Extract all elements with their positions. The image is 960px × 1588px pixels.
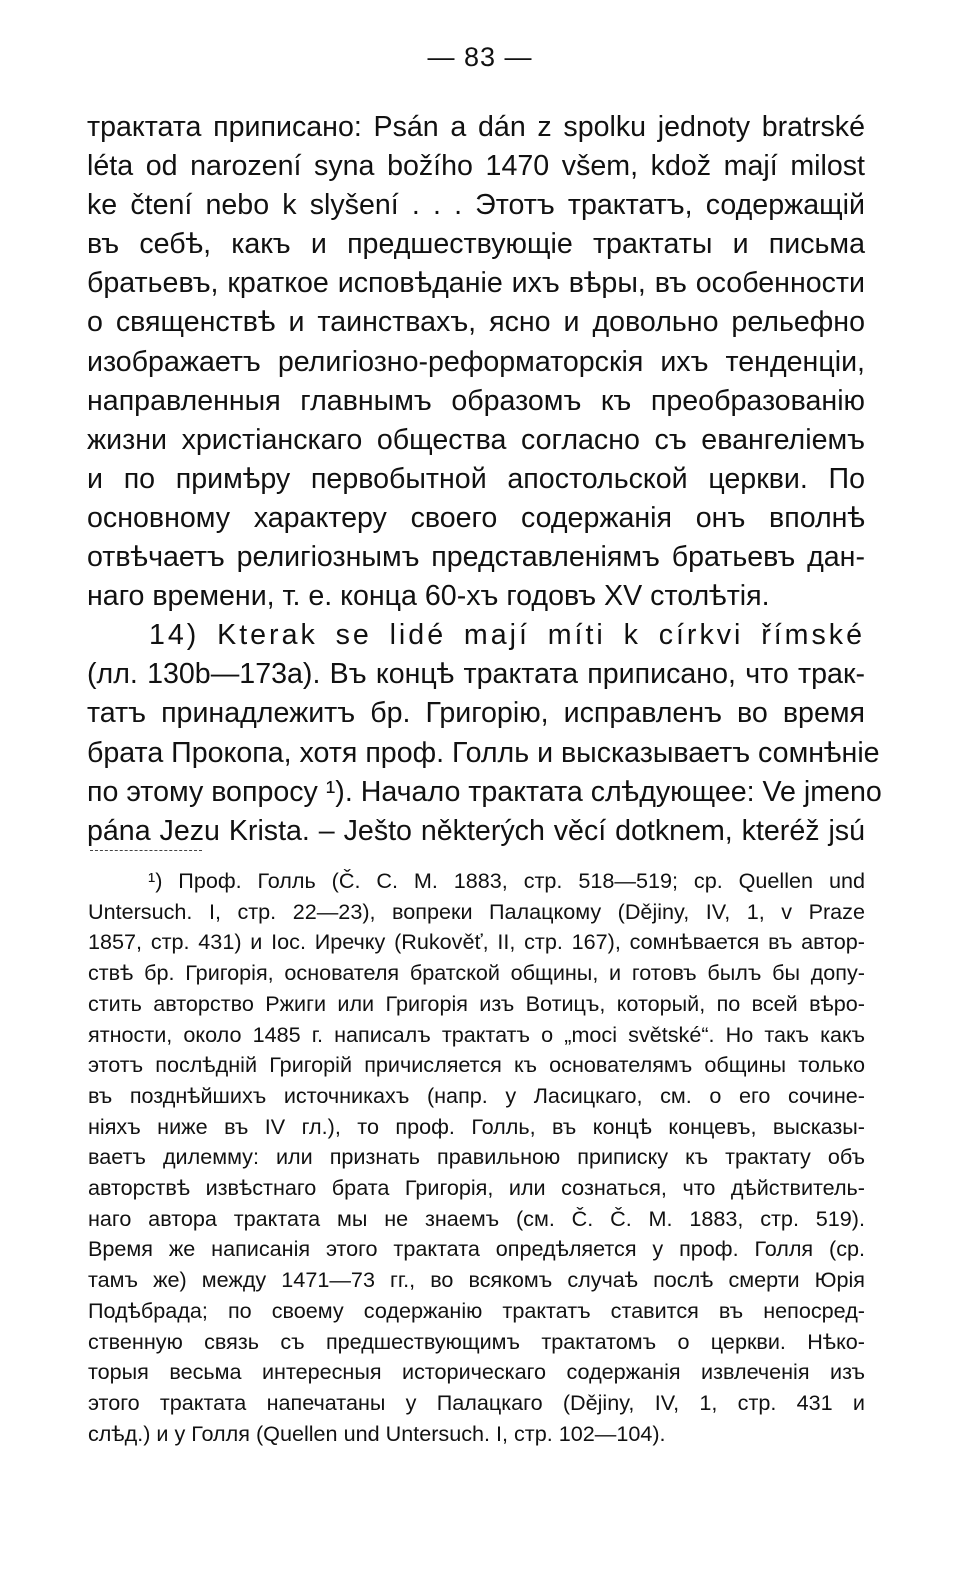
text-line: основному характеру своего содержанія онъ вполнѣ bbox=[87, 501, 865, 534]
text-line: жизни христіанскаго общества согласно съ евангеліемъ bbox=[87, 423, 865, 456]
footnote-line: этого трактата напечатаны у Палацкаго (Dějiny, IV, 1, стр. 431 и bbox=[88, 1389, 865, 1415]
footnote-line: въ позднѣйшихъ источникахъ (напр. у Ласицкаго, см. о его сочине- bbox=[88, 1082, 865, 1108]
text-line: трактата приписано: Psán a dán z spolku jednoty bratrské bbox=[87, 111, 865, 143]
footnote-line: ствѣ бр. Григорія, основателя братской общины, и готовъ былъ бы допу- bbox=[88, 960, 865, 986]
footnote-line: торыя весьма интересныя историческаго содержанія извлеченія изъ bbox=[88, 1359, 865, 1385]
footnote-line: Untersuch. I, стр. 22—23), вопреки Палацкому (Dějiny, IV, 1, v Praze bbox=[88, 898, 865, 924]
text-line: (лл. 130b—173a). Въ концѣ трактата приписано, что трак- bbox=[87, 658, 865, 691]
footnote-line: ніяхъ ниже въ IV гл.), то проф. Голль, въ концѣ концевъ, высказы- bbox=[88, 1113, 865, 1139]
footnote-line: тамъ же) между 1471—73 гг., во всякомъ случаѣ послѣ смерти Юрія bbox=[88, 1267, 865, 1293]
footnote-line: наго автора трактата мы не знаемъ (см. Č. Č. M. 1883, стр. 519). bbox=[88, 1205, 865, 1231]
page-number: — 83 — bbox=[427, 42, 533, 72]
footnote-line: Подѣбрада; по своему содержанію трактатъ ставится въ непосред- bbox=[88, 1297, 865, 1323]
footnote-line: авторствѣ извѣстнаго брата Григорія, или сознаться, что дѣйствитель- bbox=[88, 1175, 865, 1201]
text-line: по этому вопросу ¹). Начало трактата слѣдующее: Ve jmeno bbox=[87, 775, 882, 808]
text-line: татъ принадлежитъ бр. Григорію, исправленъ во время bbox=[87, 697, 865, 730]
text-line: pána Jezu Krista. – Ješto některých věcí dotknem, kteréž jsú bbox=[87, 814, 865, 847]
footnote-line: 1857, стр. 431) и Іос. Иречку (Rukověť, II, стр. 167), сомнѣвается въ автор- bbox=[88, 929, 865, 955]
footnote-line: Время же написанія этого трактата опредѣляется у проф. Голля (ср. bbox=[88, 1236, 865, 1262]
footnote-line: ¹) Проф. Голль (Č. C. M. 1883, стр. 518—519; ср. Quellen und bbox=[148, 868, 865, 893]
footnote-separator bbox=[90, 850, 202, 851]
text-line: léta od narození syna božího 1470 všem, kdož mají milost bbox=[87, 150, 865, 183]
section-heading-line: 14) Kterak se lidé mají míti k církvi římské bbox=[149, 619, 865, 652]
text-line: отвѣчаетъ религіознымъ представленіямъ братьевъ дан- bbox=[87, 541, 865, 574]
footnote-line: этотъ послѣдній Григорій причисляется къ основателямъ общины только bbox=[88, 1052, 865, 1078]
text-line: и по примѣру первобытной апостольской церкви. По bbox=[87, 462, 865, 495]
text-line: о священствѣ и таинствахъ, ясно и довольно рельефно bbox=[87, 306, 865, 339]
footnote-line: ваетъ дилемму: или признать правильною приписку къ трактату объ bbox=[88, 1144, 865, 1170]
text-line: изображаетъ религіозно-реформаторскія ихъ тенденціи, bbox=[87, 345, 865, 378]
text-line: въ себѣ, какъ и предшествующіе трактаты и письма bbox=[87, 228, 865, 261]
text-line: брата Прокопа, хотя проф. Голль и высказываетъ сомнѣніе bbox=[87, 736, 880, 769]
text-line: направленныя главнымъ образомъ къ преобразованію bbox=[87, 384, 865, 417]
footnote-line: ственную связь съ предшествующимъ трактатомъ о церкви. Нѣко- bbox=[88, 1328, 865, 1354]
footnote-line: ятности, около 1485 г. написалъ трактатъ о „moci světské“. Но такъ какъ bbox=[88, 1021, 865, 1047]
text-line: братьевъ, краткое исповѣданіе ихъ вѣры, въ особенности bbox=[87, 267, 865, 300]
text-line: наго времени, т. е. конца 60-хъ годовъ XV столѣтія. bbox=[87, 580, 770, 613]
footnote-line: слѣд.) и у Голля (Quellen und Untersuch. I, стр. 102—104). bbox=[88, 1420, 666, 1446]
text-line: ke čtení nebo k slyšení . . . Этотъ трактатъ, содержащій bbox=[87, 189, 865, 222]
footnote-line: стить авторство Ржиги или Григорія изъ Вотицъ, который, по всей вѣро- bbox=[88, 990, 865, 1016]
footnotes bbox=[88, 866, 865, 1449]
main-text bbox=[87, 108, 882, 851]
